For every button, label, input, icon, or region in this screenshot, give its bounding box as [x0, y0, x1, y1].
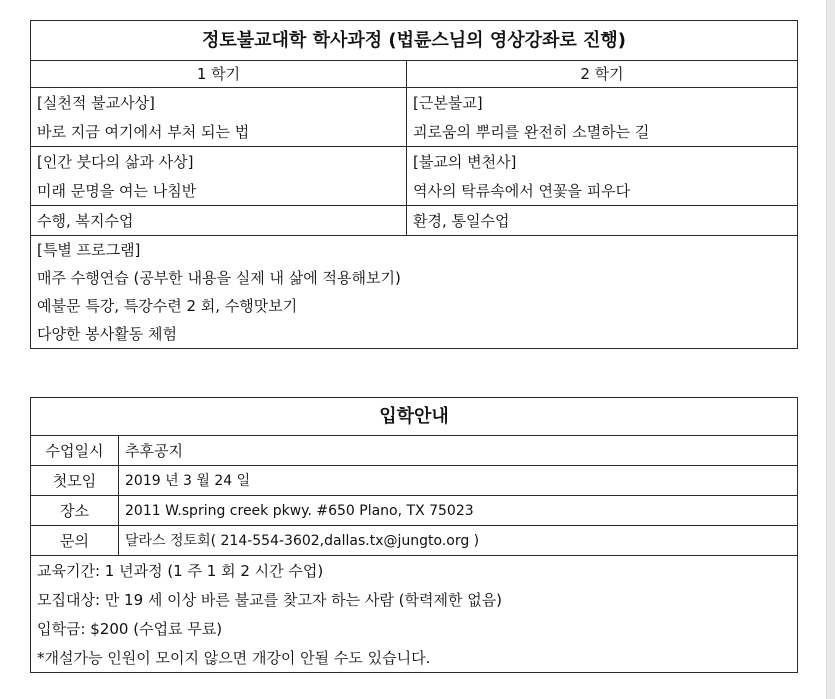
- location-value: 2011 W.spring creek pkwy. #650 Plano, TX 75023: [119, 496, 798, 526]
- special-program-item: 다양한 봉사활동 체험: [31, 320, 798, 349]
- course-2-1-title: [근본불교]: [407, 88, 798, 118]
- class-schedule-value: 추후공지: [119, 436, 798, 466]
- contact-value: 달라스 정토회( 214-554-3602,dallas.tx@jungto.org ): [119, 526, 798, 556]
- course-2-1-desc: 괴로움의 뿌리를 완전히 소멸하는 길: [407, 117, 798, 147]
- semester-1-header: 1 학기: [31, 61, 407, 88]
- disclaimer-note: *개설가능 인원이 모이지 않으면 개강이 안될 수도 있습니다.: [31, 643, 798, 673]
- location-label: 장소: [31, 496, 119, 526]
- course-1-2-title: [인간 붓다의 삶과 사상]: [31, 147, 407, 177]
- eligibility-note: 모집대상: 만 19 세 이상 바른 불교를 찾고자 하는 사람 (학력제한 없음): [31, 585, 798, 614]
- course-1-1-desc: 바로 지금 여기에서 부처 되는 법: [31, 117, 407, 147]
- course-2-2-desc: 역사의 탁류속에서 연꽃을 피우다: [407, 176, 798, 206]
- curriculum-title: 정토불교대학 학사과정 (법륜스님의 영상강좌로 진행): [31, 21, 798, 61]
- first-meeting-value: 2019 년 3 월 24 일: [119, 466, 798, 496]
- special-program-item: 매주 수행연습 (공부한 내용을 실제 내 삶에 적용해보기): [31, 264, 798, 292]
- curriculum-table: [30, 20, 798, 349]
- class-schedule-label: 수업일시: [31, 436, 119, 466]
- admission-table: [30, 397, 798, 673]
- course-1-1-title: [실천적 불교사상]: [31, 88, 407, 118]
- course-1-extra: 수행, 복지수업: [31, 206, 407, 236]
- special-program-item: 예불문 특강, 특강수련 2 회, 수행맛보기: [31, 292, 798, 320]
- first-meeting-label: 첫모임: [31, 466, 119, 496]
- fee-note: 입학금: $200 (수업료 무료): [31, 614, 798, 643]
- course-duration-note: 교육기간: 1 년과정 (1 주 1 회 2 시간 수업): [31, 556, 798, 586]
- course-1-2-desc: 미래 문명을 여는 나침반: [31, 176, 407, 206]
- semester-2-header: 2 학기: [407, 61, 798, 88]
- vertical-scrollbar[interactable]: [826, 0, 835, 699]
- contact-label: 문의: [31, 526, 119, 556]
- special-program-title: [특별 프로그램]: [31, 236, 798, 265]
- course-2-2-title: [불교의 변천사]: [407, 147, 798, 177]
- admission-title: 입학안내: [31, 398, 798, 436]
- course-2-extra: 환경, 통일수업: [407, 206, 798, 236]
